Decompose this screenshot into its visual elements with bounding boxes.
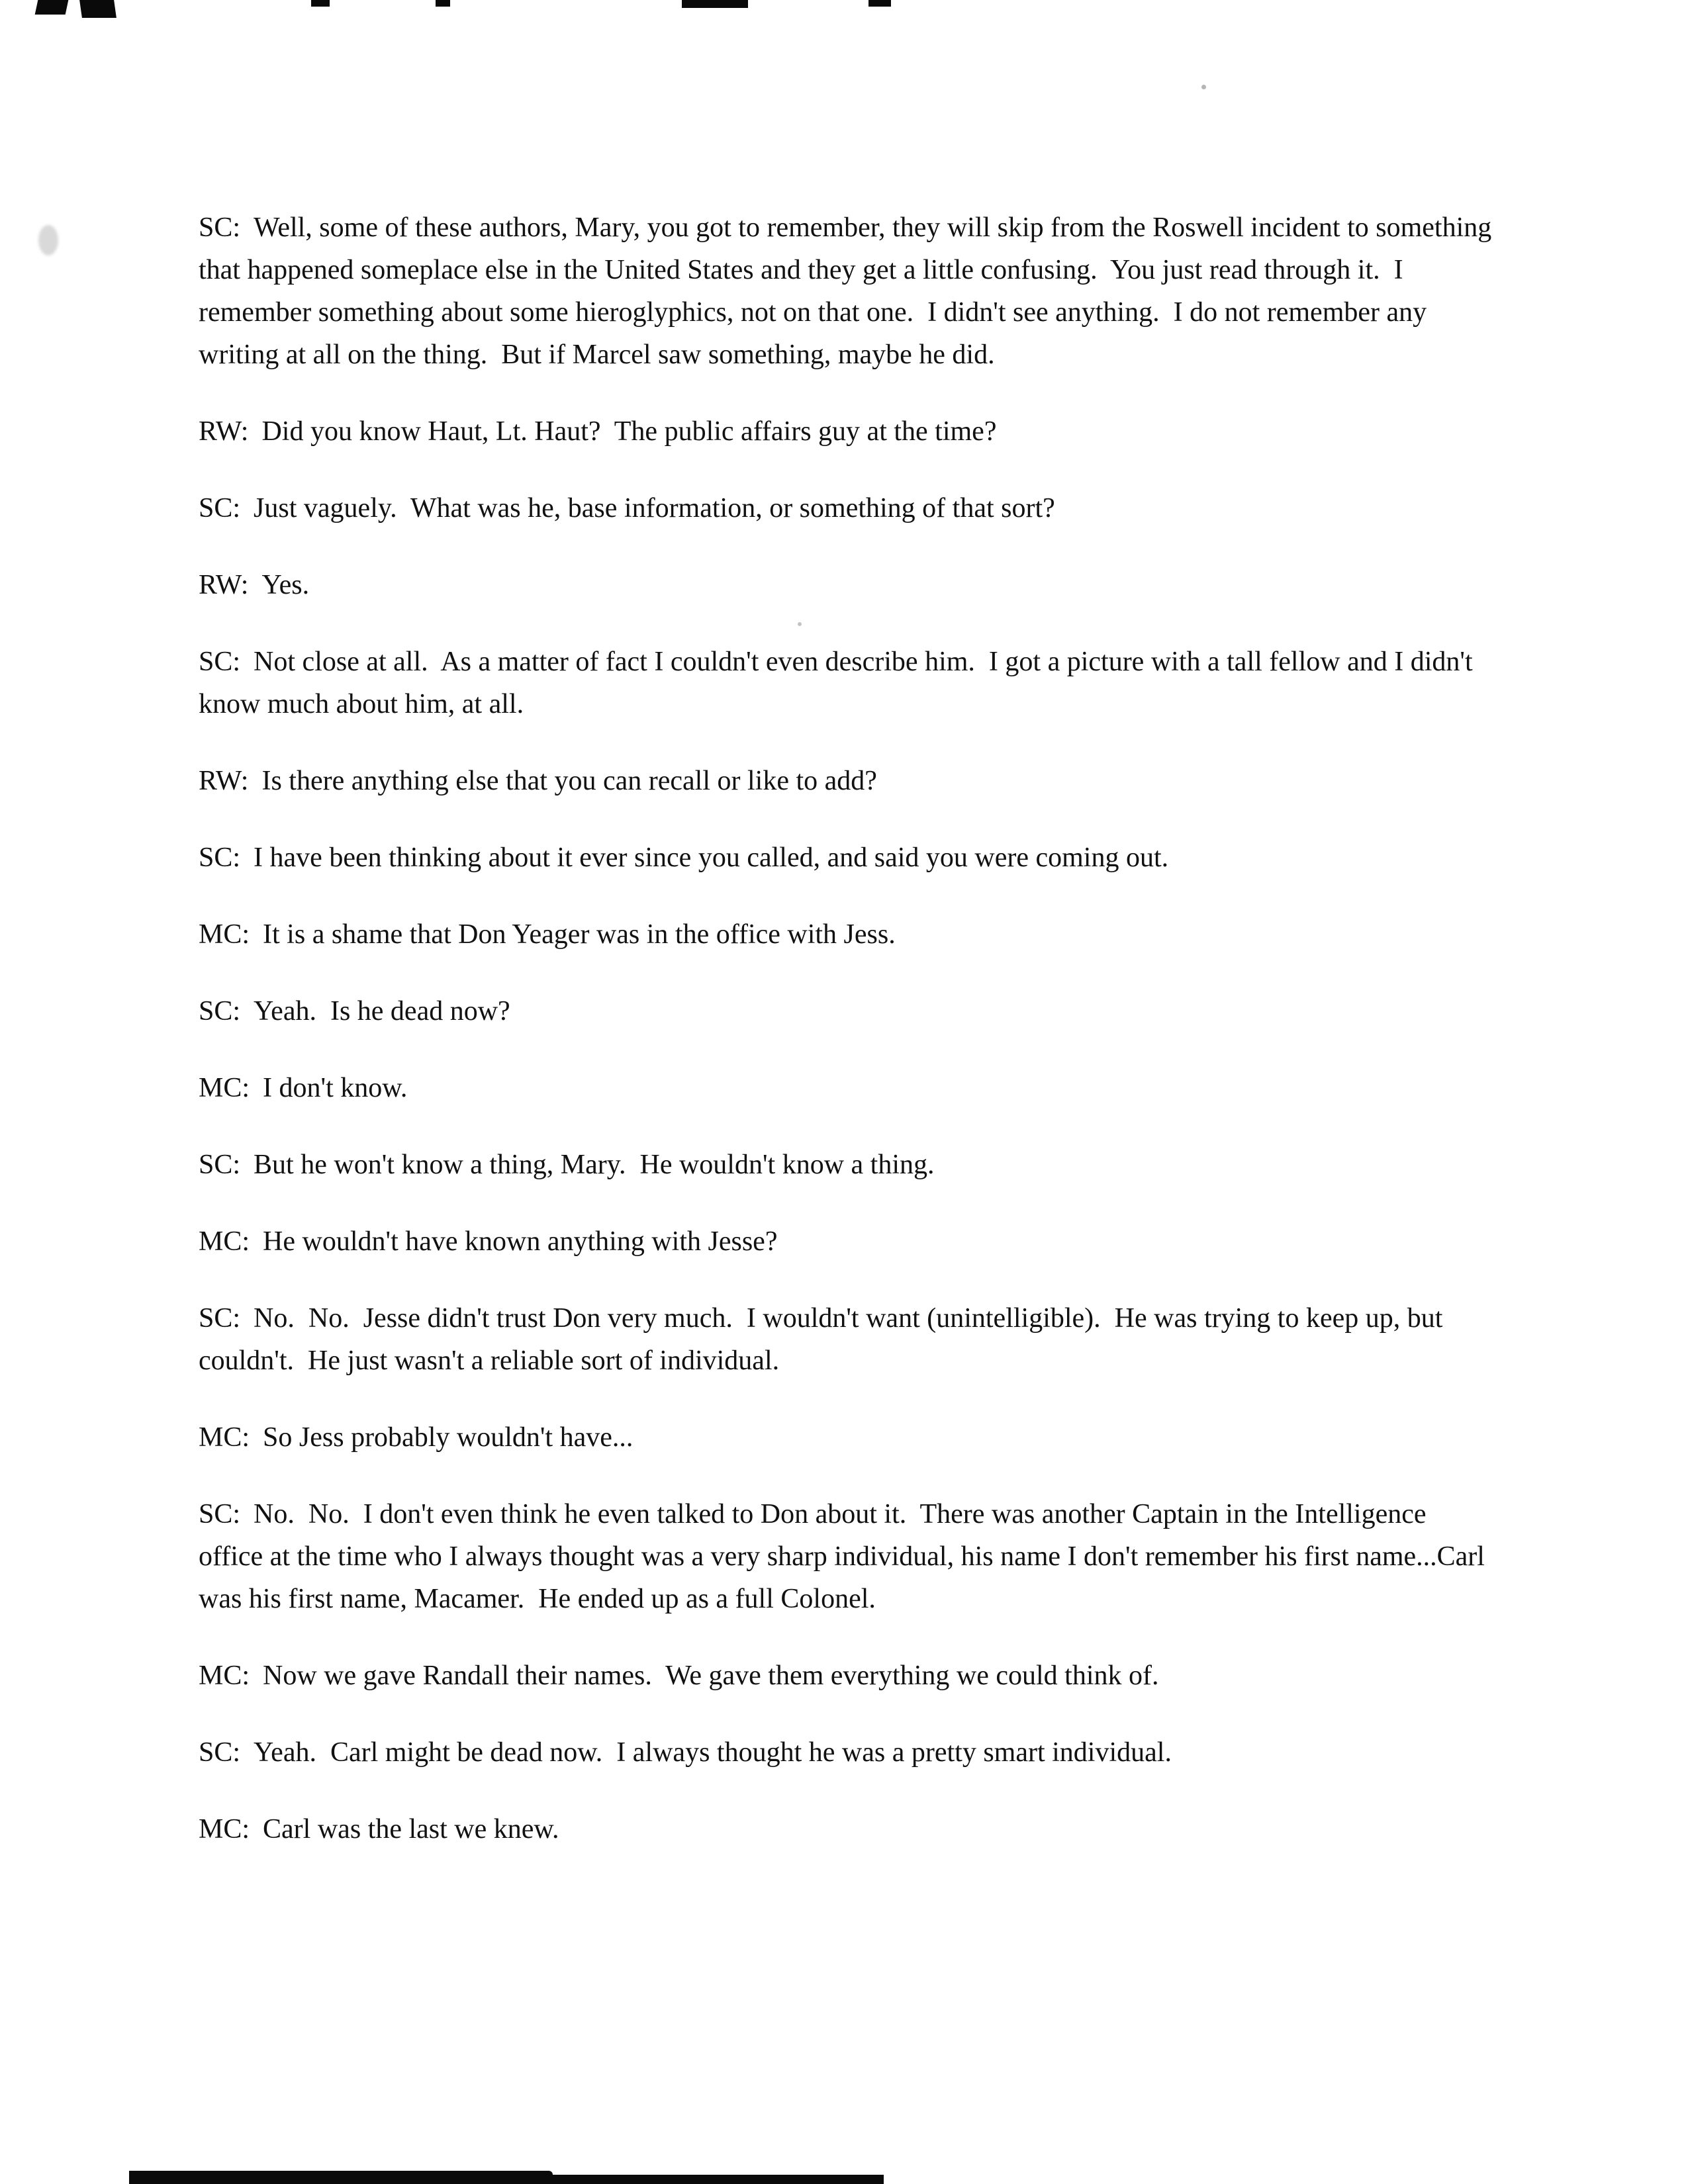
dialogue-paragraph	[199, 206, 1499, 376]
utterance-text: Did you know Haut, Lt. Haut? The public affairs guy at the time?	[261, 416, 997, 447]
utterance-text: Not close at all. As a matter of fact I couldn't even describe him. I got a picture with a tall fellow and I didn't know much about him, at all.	[199, 647, 1480, 719]
utterance-text: Carl was the last we knew.	[263, 1814, 559, 1844]
scan-artifact	[35, 0, 69, 15]
dialogue-paragraph	[199, 1067, 1496, 1109]
dialogue-paragraph	[199, 913, 1496, 956]
dialogue-paragraph	[199, 487, 1496, 529]
dialogue-paragraph	[199, 1808, 1496, 1850]
speaker-label: RW:	[199, 766, 249, 796]
utterance-text: Now we gave Randall their names. We gave them everything we could think of.	[263, 1661, 1159, 1691]
scan-artifact	[682, 0, 748, 8]
scan-artifact	[436, 0, 450, 7]
utterance-text: No. No. Jesse didn't trust Don very much. I wouldn't want (unintelligible). He was trying to keep up, but couldn't. He just wasn't a reliable sort of individual.	[199, 1303, 1450, 1376]
utterance-text: But he won't know a thing, Mary. He wouldn't know a thing.	[254, 1150, 935, 1180]
dialogue-paragraph	[199, 990, 1496, 1032]
dialogue-paragraph	[199, 1655, 1496, 1697]
utterance-text: Yeah. Carl might be dead now. I always thought he was a pretty smart individual.	[254, 1737, 1172, 1768]
utterance-text: I don't know.	[263, 1073, 408, 1103]
utterance-text: Just vaguely. What was he, base information, or something of that sort?	[254, 493, 1055, 523]
dialogue-paragraph	[199, 410, 1496, 453]
speaker-label: MC:	[199, 1422, 250, 1453]
utterance-text: Yeah. Is he dead now?	[254, 996, 510, 1026]
speaker-label: SC:	[199, 1303, 241, 1334]
scan-artifact	[868, 0, 891, 7]
dialogue-paragraph	[199, 1297, 1496, 1382]
speaker-label: MC:	[199, 1814, 250, 1844]
speaker-label: RW:	[199, 570, 249, 600]
scan-artifact	[1201, 85, 1206, 89]
speaker-label: SC:	[199, 493, 241, 523]
utterance-text: No. No. I don't even think he even talked to Don about it. There was another Captain in the Intelligence office at the time who I always thought was a very sharp individual, his name I don't remember his first name...Carl was his first name, Macamer. He ended up as a full Colonel.	[199, 1499, 1492, 1614]
speaker-label: SC:	[199, 1737, 241, 1768]
speaker-label: SC:	[199, 212, 241, 243]
speaker-label: MC:	[199, 919, 250, 950]
speaker-label: SC:	[199, 996, 241, 1026]
utterance-text: I have been thinking about it ever since you called, and said you were coming out.	[254, 842, 1169, 873]
scan-artifact	[38, 225, 58, 255]
dialogue-paragraph	[199, 1220, 1496, 1263]
speaker-label: RW:	[199, 416, 249, 447]
dialogue-paragraph	[199, 837, 1496, 879]
dialogue-paragraph	[199, 1493, 1496, 1620]
speaker-label: SC:	[199, 1499, 241, 1529]
speaker-label: MC:	[199, 1226, 250, 1257]
dialogue-paragraph	[199, 641, 1496, 725]
speaker-label: SC:	[199, 1150, 241, 1180]
dialogue-paragraph	[199, 1731, 1496, 1774]
speaker-label: MC:	[199, 1073, 250, 1103]
dialogue-paragraph	[199, 760, 1496, 802]
scan-artifact	[79, 0, 117, 18]
dialogue-paragraph	[199, 1144, 1496, 1186]
utterance-text: So Jess probably wouldn't have...	[263, 1422, 633, 1453]
dialogue-paragraph	[199, 564, 1496, 606]
speaker-label: MC:	[199, 1661, 250, 1691]
utterance-text: Is there anything else that you can recall or like to add?	[261, 766, 877, 796]
utterance-text: Yes.	[261, 570, 310, 600]
transcript	[199, 206, 1499, 1885]
speaker-label: SC:	[199, 842, 241, 873]
scan-artifact	[129, 2171, 553, 2184]
utterance-text: He wouldn't have known anything with Jesse?	[263, 1226, 778, 1257]
scan-artifact	[311, 0, 330, 7]
dialogue-paragraph	[199, 1416, 1496, 1459]
utterance-text: Well, some of these authors, Mary, you got to remember, they will skip from the Roswell incident to something that happened someplace else in the United States and they get a little confusing. You just read through it. I remember something about some hieroglyphics, not on that one. I didn't see anything. I do not remember any writing at all on the thing. But if Marcel saw something, maybe he did.	[199, 212, 1499, 370]
utterance-text: It is a shame that Don Yeager was in the office with Jess.	[263, 919, 896, 950]
speaker-label: SC:	[199, 647, 241, 677]
